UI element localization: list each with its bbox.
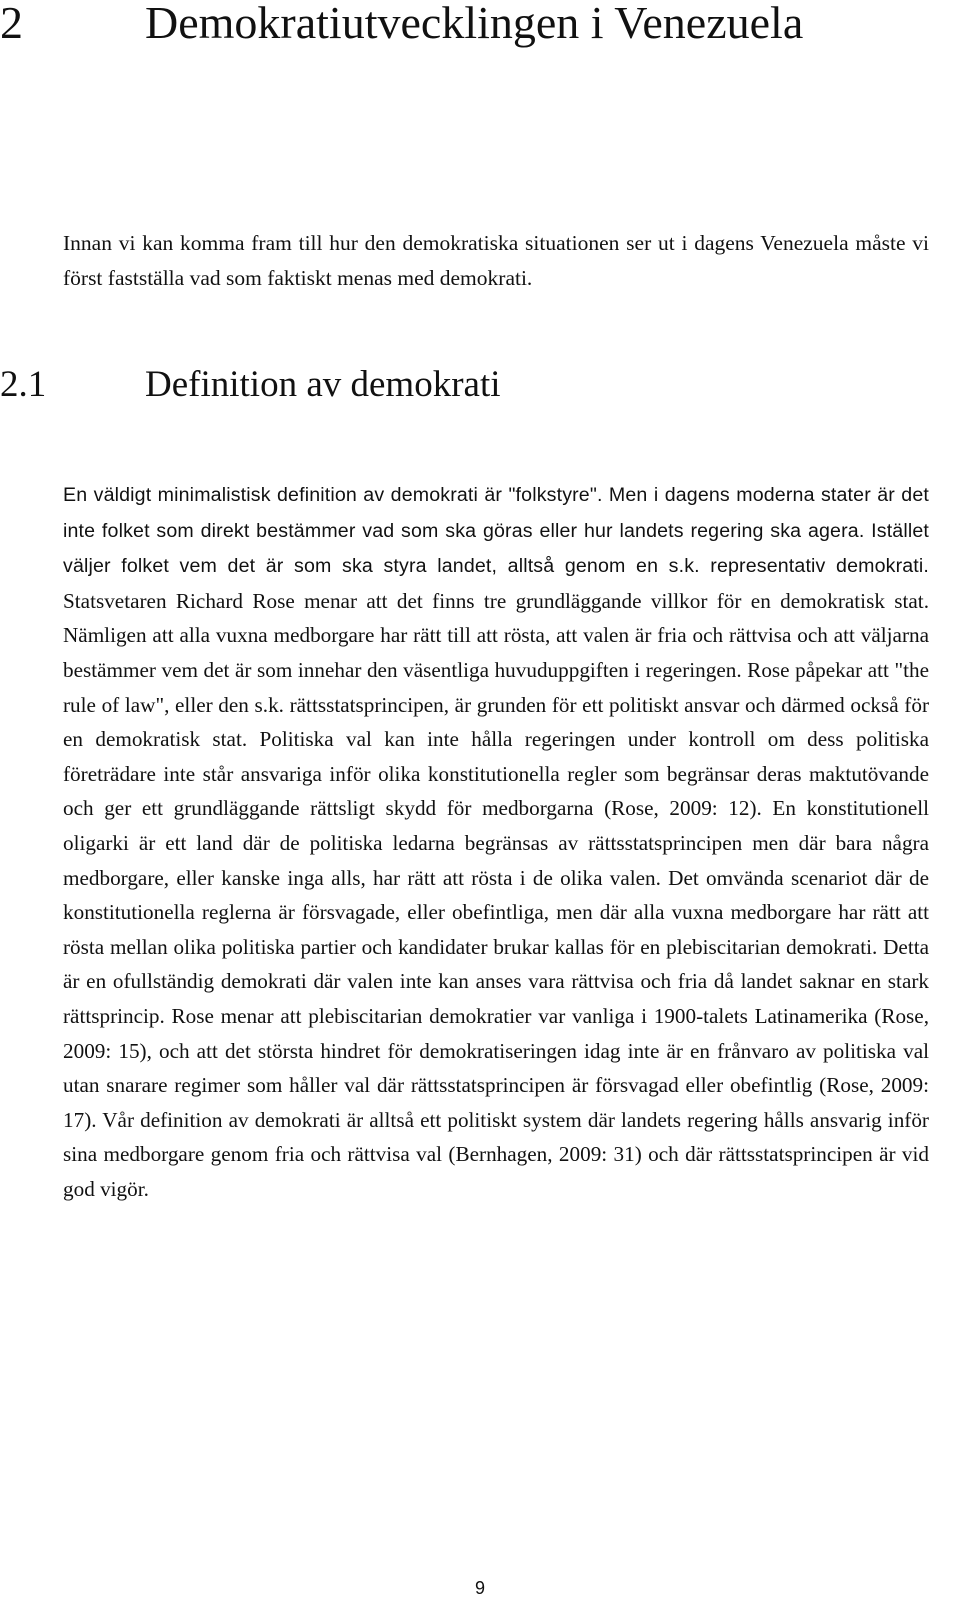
section-number: 2.1 [0,364,47,405]
section-title: Definition av demokrati [145,364,501,405]
definition-paragraph [63,477,929,1206]
chapter-intro-paragraph: Innan vi kan komma fram till hur den demokratiska situationen ser ut i dagens Venezuela måste vi först fastställa vad som faktiskt menas med demokrati. [63,231,929,290]
page-number: 9 [474,1578,485,1598]
chapter-title: Demokratiutvecklingen i Venezuela [145,0,804,48]
definition-paragraph-sans-text: En väldigt minimalistisk definition av demokrati är "folkstyre". Men i dagens moderna stater är det inte folket som direkt bestämmer vad som ska göras eller hur landets regering ska agera. Istället väljer folket vem det är som ska styra landet, alltså genom en s.k. representativ demokrati. [63,484,929,578]
definition-paragraph-serif-text: Statsvetaren Richard Rose menar att det finns tre grundläggande villkor för en demokratisk stat. Nämligen att alla vuxna medborgare har rätt till att rösta, att valen är fria och rättvisa och att väljarna bestämmer vem det är som innehar den väsentliga huvuduppgiften i regeringen. Rose påpekar att "the rule of law", eller den s.k. rättsstatsprincipen, är grunden för ett politiskt ansvar och därmed också för en demokratisk stat. Politiska val kan inte hålla regeringen under kontroll om dess politiska företrädare inte står ansvariga inför olika konstitutionella regler som begränsar deras maktutövande och ger ett grundläggande rättsligt skydd för medborgarna (Rose, 2009: 12). En konstitutionell oligarki är ett land där de politiska ledarna begränsas av rättsstatsprincipen men där bara några medborgare, eller kanske inga alls, har rätt att rösta i de olika valen. Det omvända scenariot där de konstitutionella reglerna är försvagade, eller obefintliga, men där alla vuxna medborgare har rätt att rösta mellan olika politiska partier och kandidater brukar kallas för en plebiscitarian demokrati. Detta är en ofullständig demokrati där valen inte kan anses vara rättvisa och fria då landet saknar en stark rättsprincip. Rose menar att plebiscitarian demokratier var vanliga i 1900-talets Latinamerika (Rose, 2009: 15), och att det största hindret för demokratiseringen idag inte är en frånvaro av politiska val utan snarare regimer som håller val där rättsstatsprincipen är försvagad eller obefintlig (Rose, 2009: 17). Vår definition av demokrati är alltså ett politiskt system där landets regering hålls ansvarig inför sina medborgare genom fria och rättvisa val (Bernhagen, 2009: 31) och där rättsstatsprincipen är vid god vigör. [63,588,929,1201]
chapter-number: 2 [0,0,23,48]
